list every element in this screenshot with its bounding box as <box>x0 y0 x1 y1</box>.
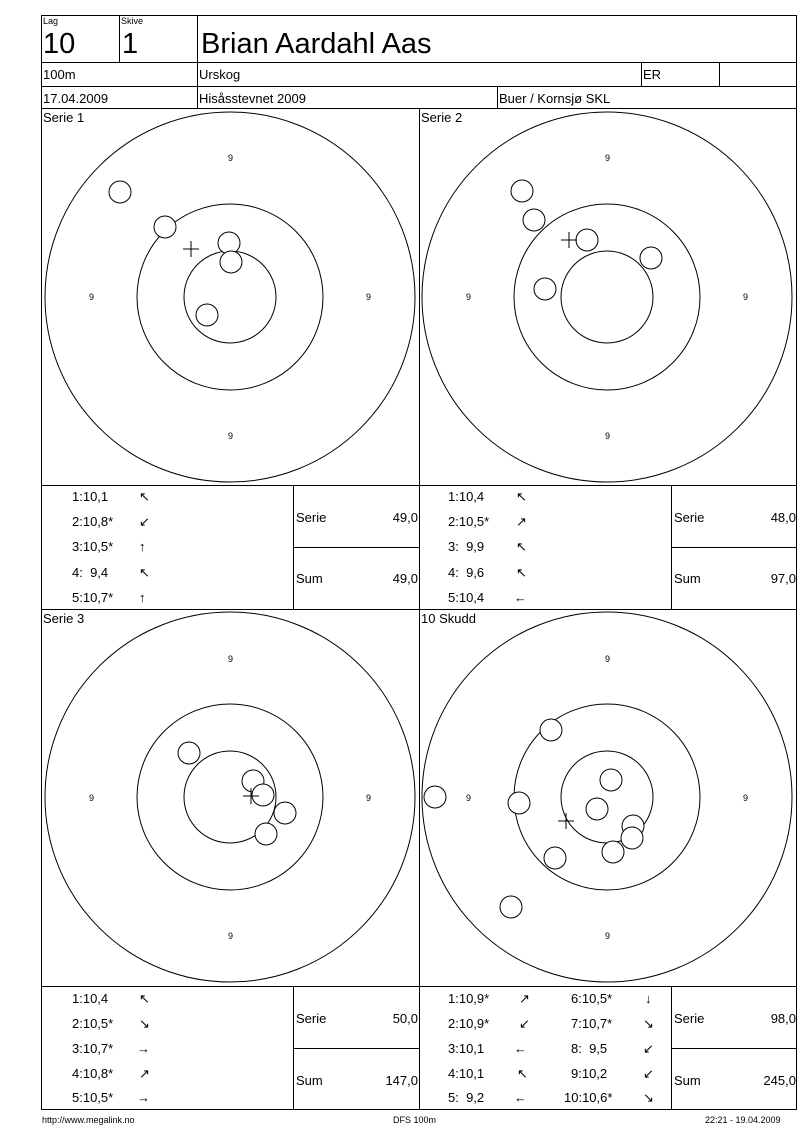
ring-label: 9 <box>89 793 95 803</box>
shot-direction-icon: → <box>137 1090 150 1105</box>
shot-entry: 5:10,5* <box>72 1090 114 1105</box>
shot-direction-icon: ← <box>514 1041 527 1056</box>
panel-title-2: Serie 2 <box>421 110 463 125</box>
date: 17.04.2009 <box>43 91 109 106</box>
shot <box>196 304 218 326</box>
sum-label: Sum <box>296 571 323 586</box>
shot-direction-icon: ↖ <box>139 565 150 580</box>
shot-direction-icon: ↖ <box>517 1066 528 1081</box>
shot <box>178 742 200 764</box>
shot-entry: 2:10,8* <box>72 514 114 529</box>
shot <box>586 798 608 820</box>
lag-value: 10 <box>43 28 76 60</box>
center-cross <box>183 241 199 257</box>
shot-entry: 7:10,7* <box>571 1016 613 1031</box>
shooter-name: Brian Aardahl Aas <box>201 28 432 60</box>
shot-direction-icon: ↘ <box>643 1016 654 1031</box>
serie-value: 49,0 <box>392 510 418 525</box>
shot-entry: 2:10,5* <box>448 514 490 529</box>
shot-entry: 5:10,4 <box>448 590 485 605</box>
event: Hisåsstevnet 2009 <box>199 91 306 106</box>
panel-title-3: Serie 3 <box>43 611 85 626</box>
shot-direction-icon: ↓ <box>645 991 652 1006</box>
ring-label: 9 <box>228 431 234 441</box>
shot-direction-icon: ↑ <box>139 539 146 554</box>
shot-direction-icon: ↗ <box>139 1066 150 1081</box>
ring-outer <box>45 112 415 482</box>
shot-direction-icon: ← <box>514 590 527 605</box>
shot <box>544 847 566 869</box>
shot-direction-icon: ← <box>514 1090 527 1105</box>
shot-entry: 2:10,9* <box>448 1016 490 1031</box>
ring-label: 9 <box>366 292 372 302</box>
serie-value: 50,0 <box>392 1011 418 1026</box>
target-serie-2 <box>422 112 792 482</box>
target-10-skudd <box>422 612 792 982</box>
shot <box>640 247 662 269</box>
shot-direction-icon: ↘ <box>139 1016 150 1031</box>
shot-entry: 4: 9,4 <box>72 565 109 580</box>
ring-label: 9 <box>605 654 611 664</box>
footer-timestamp: 22:21 - 19.04.2009 <box>705 1115 781 1125</box>
serie-label: Serie <box>296 510 327 525</box>
shot-direction-icon: → <box>137 1041 150 1056</box>
shot-entry: 2:10,5* <box>72 1016 114 1031</box>
shot-entry: 8: 9,5 <box>571 1041 608 1056</box>
shot-entry: 10:10,6* <box>564 1090 613 1105</box>
shot <box>424 786 446 808</box>
sum-label: Sum <box>674 571 701 586</box>
shot-entry: 5: 9,2 <box>448 1090 485 1105</box>
score-divider <box>293 1048 419 1049</box>
footer-center: DFS 100m <box>393 1115 437 1125</box>
shot-direction-icon: ↙ <box>643 1041 654 1056</box>
ring-label: 9 <box>605 431 611 441</box>
shot-entry: 4:10,1 <box>448 1066 485 1081</box>
skive-label: Skive <box>121 16 144 26</box>
ring-label: 9 <box>466 793 472 803</box>
shot <box>500 896 522 918</box>
score-divider <box>293 547 419 548</box>
shot-entry: 4:10,8* <box>72 1066 114 1081</box>
shot <box>600 769 622 791</box>
ring-9 <box>137 704 323 890</box>
panel-title-1: Serie 1 <box>43 110 85 125</box>
ring-label: 9 <box>605 931 611 941</box>
shot-entry: 1:10,4 <box>72 991 109 1006</box>
serie-value: 48,0 <box>770 510 796 525</box>
serie-label: Serie <box>674 510 705 525</box>
ring-label: 9 <box>228 654 234 664</box>
ring-label: 9 <box>228 931 234 941</box>
shot-direction-icon: ↗ <box>519 991 530 1006</box>
shot-entry: 1:10,1 <box>72 489 109 504</box>
shot-entry: 9:10,2 <box>571 1066 608 1081</box>
shot-entry: 3:10,7* <box>72 1041 114 1056</box>
serie-value: 98,0 <box>770 1011 796 1026</box>
shot <box>621 827 643 849</box>
shot-entry: 3:10,5* <box>72 539 114 554</box>
shot-entry: 1:10,9* <box>448 991 490 1006</box>
serie-label: Serie <box>296 1011 327 1026</box>
shot-entry: 4: 9,6 <box>448 565 485 580</box>
ring-label: 9 <box>228 153 234 163</box>
shot <box>252 784 274 806</box>
sum-value: 147,0 <box>385 1073 418 1088</box>
shot-entry: 6:10,5* <box>571 991 613 1006</box>
shot <box>154 216 176 238</box>
shot <box>540 719 562 741</box>
shot <box>220 251 242 273</box>
shot-direction-icon: ↖ <box>516 565 527 580</box>
ring-10 <box>561 251 653 343</box>
ring-outer <box>45 612 415 982</box>
serie-label: Serie <box>674 1011 705 1026</box>
shot-direction-icon: ↑ <box>139 590 146 605</box>
shot <box>255 823 277 845</box>
class: ER <box>643 67 662 82</box>
ring-label: 9 <box>743 793 749 803</box>
ring-label: 9 <box>366 793 372 803</box>
sum-value: 49,0 <box>392 571 418 586</box>
sum-label: Sum <box>296 1073 323 1088</box>
ring-label: 9 <box>743 292 749 302</box>
shot-direction-icon: ↗ <box>516 514 527 529</box>
ring-outer <box>422 612 792 982</box>
shot-direction-icon: ↖ <box>516 489 527 504</box>
location: Buer / Kornsjø SKL <box>499 91 611 106</box>
skive-value: 1 <box>122 28 139 60</box>
ring-outer <box>422 112 792 482</box>
shot <box>274 802 296 824</box>
ring-label: 9 <box>605 153 611 163</box>
shot-direction-icon: ↖ <box>139 991 150 1006</box>
shot-direction-icon: ↙ <box>139 514 150 529</box>
shot-direction-icon: ↙ <box>519 1016 530 1031</box>
shot-direction-icon: ↖ <box>516 539 527 554</box>
shot-direction-icon: ↖ <box>139 489 150 504</box>
shot <box>576 229 598 251</box>
shot-entry: 3:10,1 <box>448 1041 485 1056</box>
shot <box>602 841 624 863</box>
shot-entry: 5:10,7* <box>72 590 114 605</box>
ring-label: 9 <box>89 292 95 302</box>
shot <box>511 180 533 202</box>
sum-value: 97,0 <box>770 571 796 586</box>
shot-direction-icon: ↘ <box>643 1090 654 1105</box>
distance: 100m <box>43 67 76 82</box>
panel-title-4: 10 Skudd <box>421 611 476 626</box>
score-divider <box>671 547 797 548</box>
shot-entry: 3: 9,9 <box>448 539 485 554</box>
target-serie-3 <box>45 612 415 982</box>
shot-direction-icon: ↙ <box>643 1066 654 1081</box>
shot <box>508 792 530 814</box>
lag-label: Lag <box>43 16 59 26</box>
target-serie-1 <box>45 112 415 482</box>
center-cross <box>561 232 577 248</box>
shot-entry: 1:10,4 <box>448 489 485 504</box>
footer-url[interactable]: http://www.megalink.no <box>42 1115 135 1125</box>
shot <box>523 209 545 231</box>
club: Urskog <box>199 67 241 82</box>
sum-label: Sum <box>674 1073 701 1088</box>
shot <box>109 181 131 203</box>
ring-label: 9 <box>466 292 472 302</box>
score-divider <box>671 1048 797 1049</box>
shot <box>534 278 556 300</box>
sum-value: 245,0 <box>763 1073 796 1088</box>
